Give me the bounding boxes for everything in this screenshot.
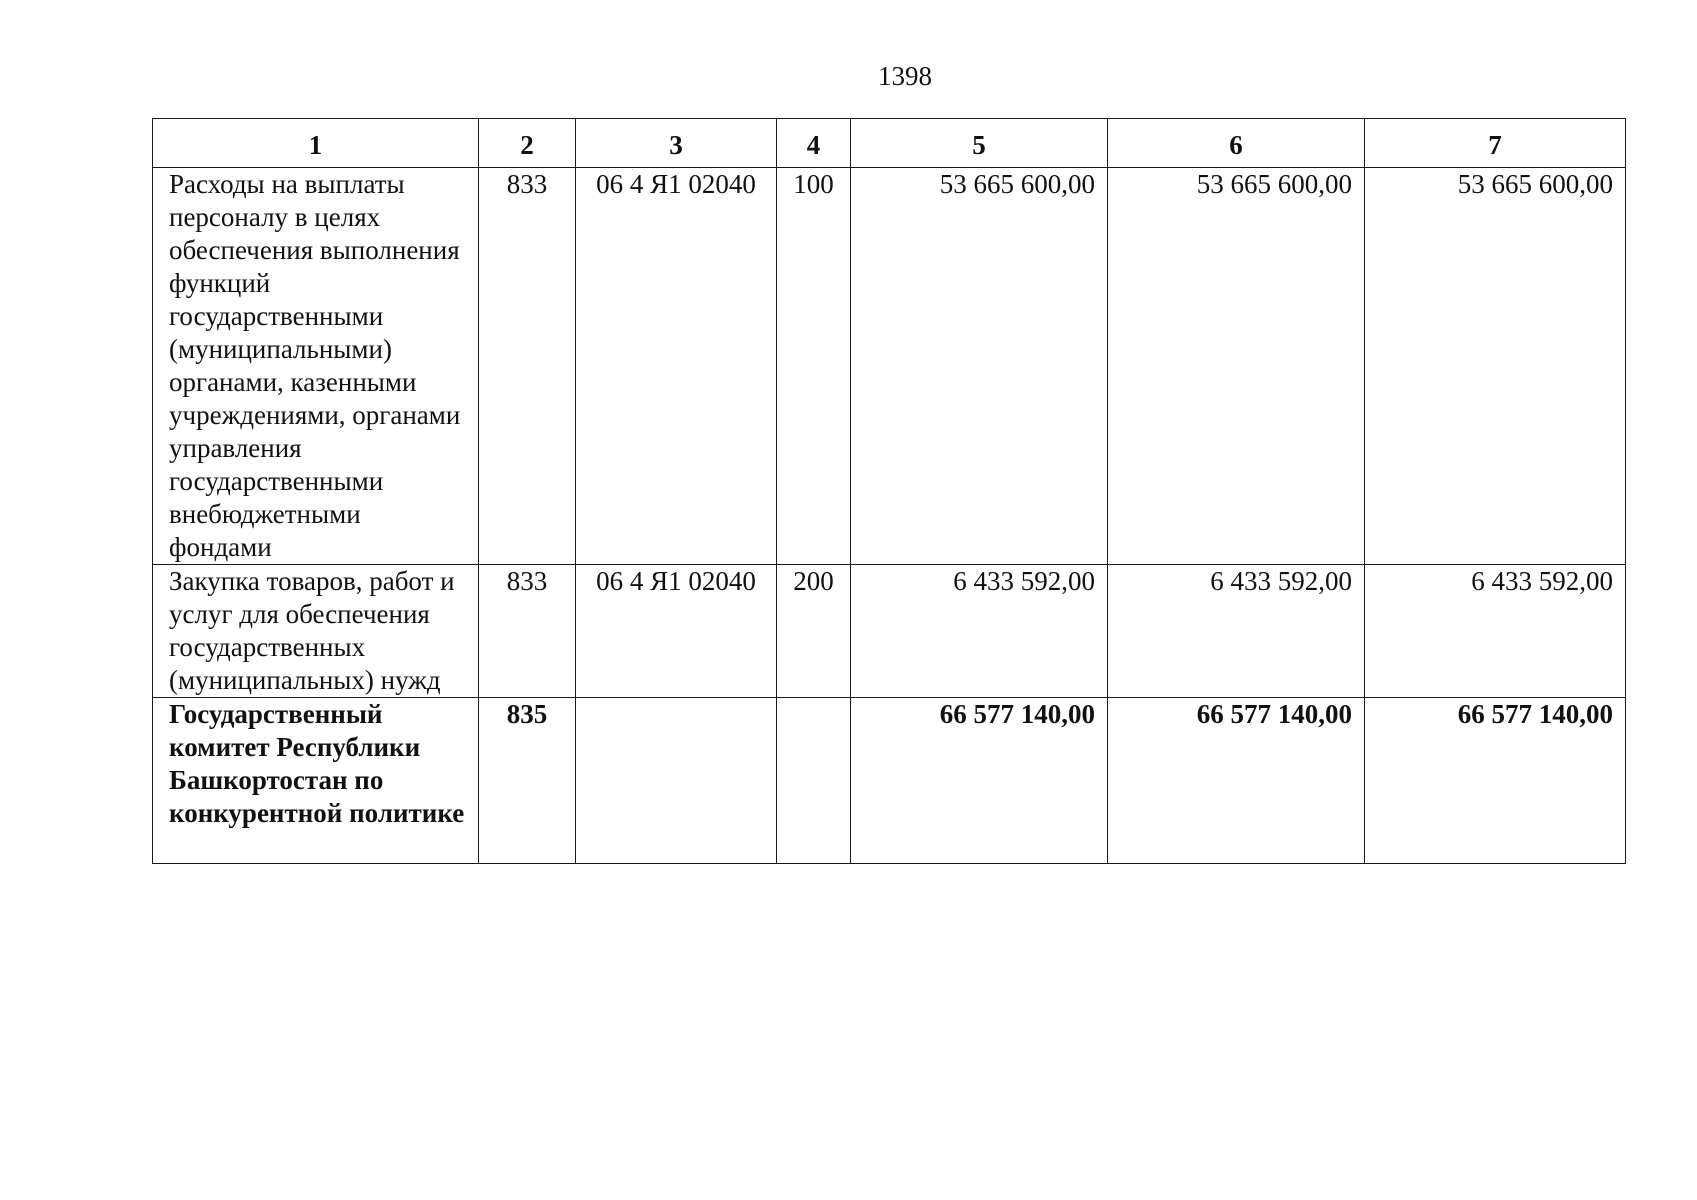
column-header-6: 6 (1108, 119, 1365, 168)
ministry-code-cell: 835 (479, 698, 576, 864)
amount-cell-col6: 6 433 592,00 (1108, 565, 1365, 698)
amount-cell-col7: 53 665 600,00 (1365, 168, 1626, 565)
table-row (153, 565, 1626, 698)
target-article-cell: 06 4 Я1 02040 (576, 565, 777, 698)
table-header-row (153, 119, 1626, 168)
column-header-3: 3 (576, 119, 777, 168)
budget-table (152, 118, 1626, 864)
expense-name-cell: Расходы на выплаты персоналу в целях обеспечения выполнения функций государственными (муниципальными) органами, казенными учреждениями, органами управления государственными внебюджетными фондами (153, 168, 479, 565)
amount-cell-col5: 53 665 600,00 (851, 168, 1108, 565)
amount-cell-col5: 66 577 140,00 (851, 698, 1108, 864)
agency-name-cell: Государственный комитет Республики Башкортостан по конкурентной политике (153, 698, 479, 864)
ministry-code-cell: 833 (479, 168, 576, 565)
table-row (153, 168, 1626, 565)
target-article-cell: 06 4 Я1 02040 (576, 168, 777, 565)
column-header-1: 1 (153, 119, 479, 168)
page-number: 1398 (878, 61, 932, 91)
ministry-code-cell: 833 (479, 565, 576, 698)
amount-cell-col7: 66 577 140,00 (1365, 698, 1626, 864)
expense-type-cell: 200 (777, 565, 851, 698)
amount-cell-col6: 66 577 140,00 (1108, 698, 1365, 864)
expense-name-cell: Закупка товаров, работ и услуг для обеспечения государственных (муниципальных) нужд (153, 565, 479, 698)
amount-cell-col5: 6 433 592,00 (851, 565, 1108, 698)
expense-type-cell: 100 (777, 168, 851, 565)
table-row-total (153, 698, 1626, 864)
column-header-5: 5 (851, 119, 1108, 168)
column-header-2: 2 (479, 119, 576, 168)
amount-cell-col6: 53 665 600,00 (1108, 168, 1365, 565)
amount-cell-col7: 6 433 592,00 (1365, 565, 1626, 698)
column-header-4: 4 (777, 119, 851, 168)
expense-type-cell (777, 698, 851, 864)
target-article-cell (576, 698, 777, 864)
column-header-7: 7 (1365, 119, 1626, 168)
